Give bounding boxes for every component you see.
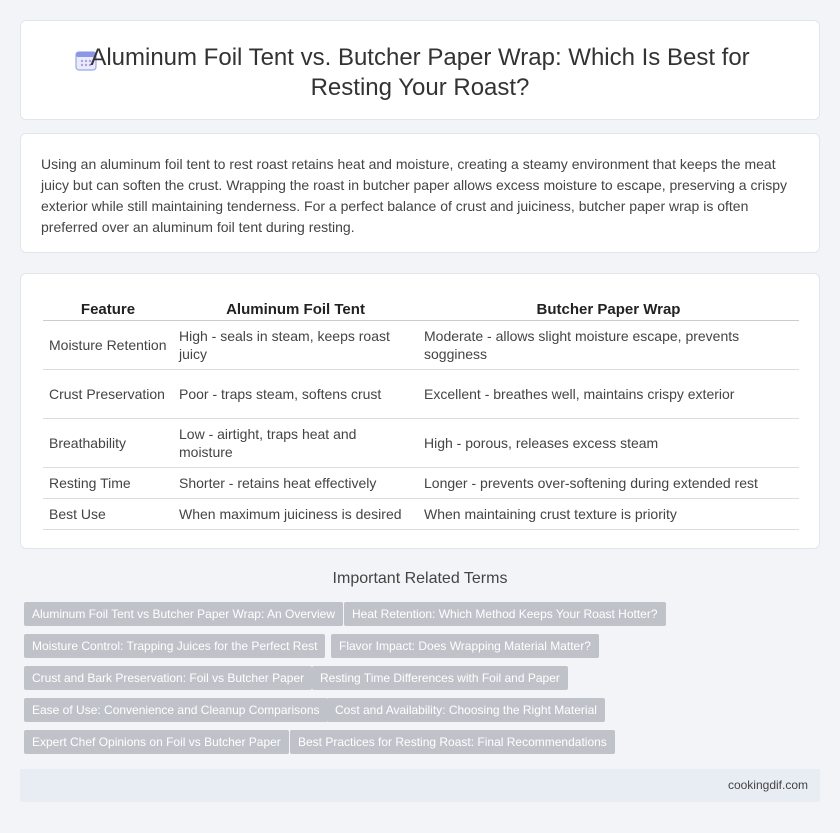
related-terms-title: Important Related Terms <box>332 570 508 587</box>
table-cell: Longer - prevents over-softening during extended rest <box>418 467 799 498</box>
related-term-tag[interactable]: Expert Chef Opinions on Foil vs Butcher Paper <box>24 730 289 754</box>
related-term-tag[interactable]: Best Practices for Resting Roast: Final Recommendations <box>290 730 615 754</box>
footer-site[interactable]: cookingdif.com <box>727 778 808 792</box>
page-title: Aluminum Foil Tent vs. Butcher Paper Wrap: Which Is Best for Resting Your Roast? <box>90 44 750 101</box>
table-cell: When maximum juiciness is desired <box>173 498 418 529</box>
comparison-card <box>20 273 820 549</box>
related-term-tag[interactable]: Flavor Impact: Does Wrapping Material Matter? <box>331 634 599 658</box>
related-term-tag[interactable]: Ease of Use: Convenience and Cleanup Comparisons <box>24 698 328 722</box>
table-cell: Moderate - allows slight moisture escape, prevents sogginess <box>418 320 799 369</box>
related-term-tag[interactable]: Moisture Control: Trapping Juices for the Perfect Rest <box>24 634 325 658</box>
table-row <box>43 320 799 369</box>
table-cell: Moisture Retention <box>43 320 173 369</box>
table-row <box>43 498 799 529</box>
related-term-tag[interactable]: Aluminum Foil Tent vs Butcher Paper Wrap: An Overview <box>24 602 343 626</box>
footer-bar <box>20 769 820 802</box>
table-cell: Crust Preservation <box>43 369 173 418</box>
intro-card <box>20 133 820 253</box>
table-cell: Resting Time <box>43 467 173 498</box>
header-card <box>20 20 820 120</box>
table-cell: Best Use <box>43 498 173 529</box>
table-cell: Poor - traps steam, softens crust <box>173 369 418 418</box>
related-term-tag[interactable]: Heat Retention: Which Method Keeps Your Roast Hotter? <box>344 602 666 626</box>
header-feature: Feature <box>43 294 173 320</box>
table-cell: High - porous, releases excess steam <box>418 418 799 467</box>
table-row <box>43 418 799 467</box>
table-cell: Excellent - breathes well, maintains crispy exterior <box>418 369 799 418</box>
related-term-tag[interactable]: Crust and Bark Preservation: Foil vs Butcher Paper <box>24 666 312 690</box>
table-cell: High - seals in steam, keeps roast juicy <box>173 320 418 369</box>
table-row <box>43 467 799 498</box>
table-cell: When maintaining crust texture is priority <box>418 498 799 529</box>
related-term-tag[interactable]: Resting Time Differences with Foil and Paper <box>312 666 568 690</box>
header-foil: Aluminum Foil Tent <box>173 294 418 320</box>
table-cell: Low - airtight, traps heat and moisture <box>173 418 418 467</box>
related-term-tag[interactable]: Cost and Availability: Choosing the Right Material <box>327 698 605 722</box>
table-row <box>43 369 799 418</box>
header-paper: Butcher Paper Wrap <box>418 294 799 320</box>
table-cell: Shorter - retains heat effectively <box>173 467 418 498</box>
table-cell: Breathability <box>43 418 173 467</box>
intro-text: Using an aluminum foil tent to rest roast retains heat and moisture, creating a steamy environment that keeps the meat juicy but can soften the crust. Wrapping the roast in butcher paper allows excess moisture to escape, preserving a crispy exterior while still maintaining tenderness. For a perfect balance of crust and juiciness, butcher paper wrap is often preferred over an aluminum foil tent during resting. <box>41 156 787 235</box>
comparison-table <box>43 294 799 530</box>
